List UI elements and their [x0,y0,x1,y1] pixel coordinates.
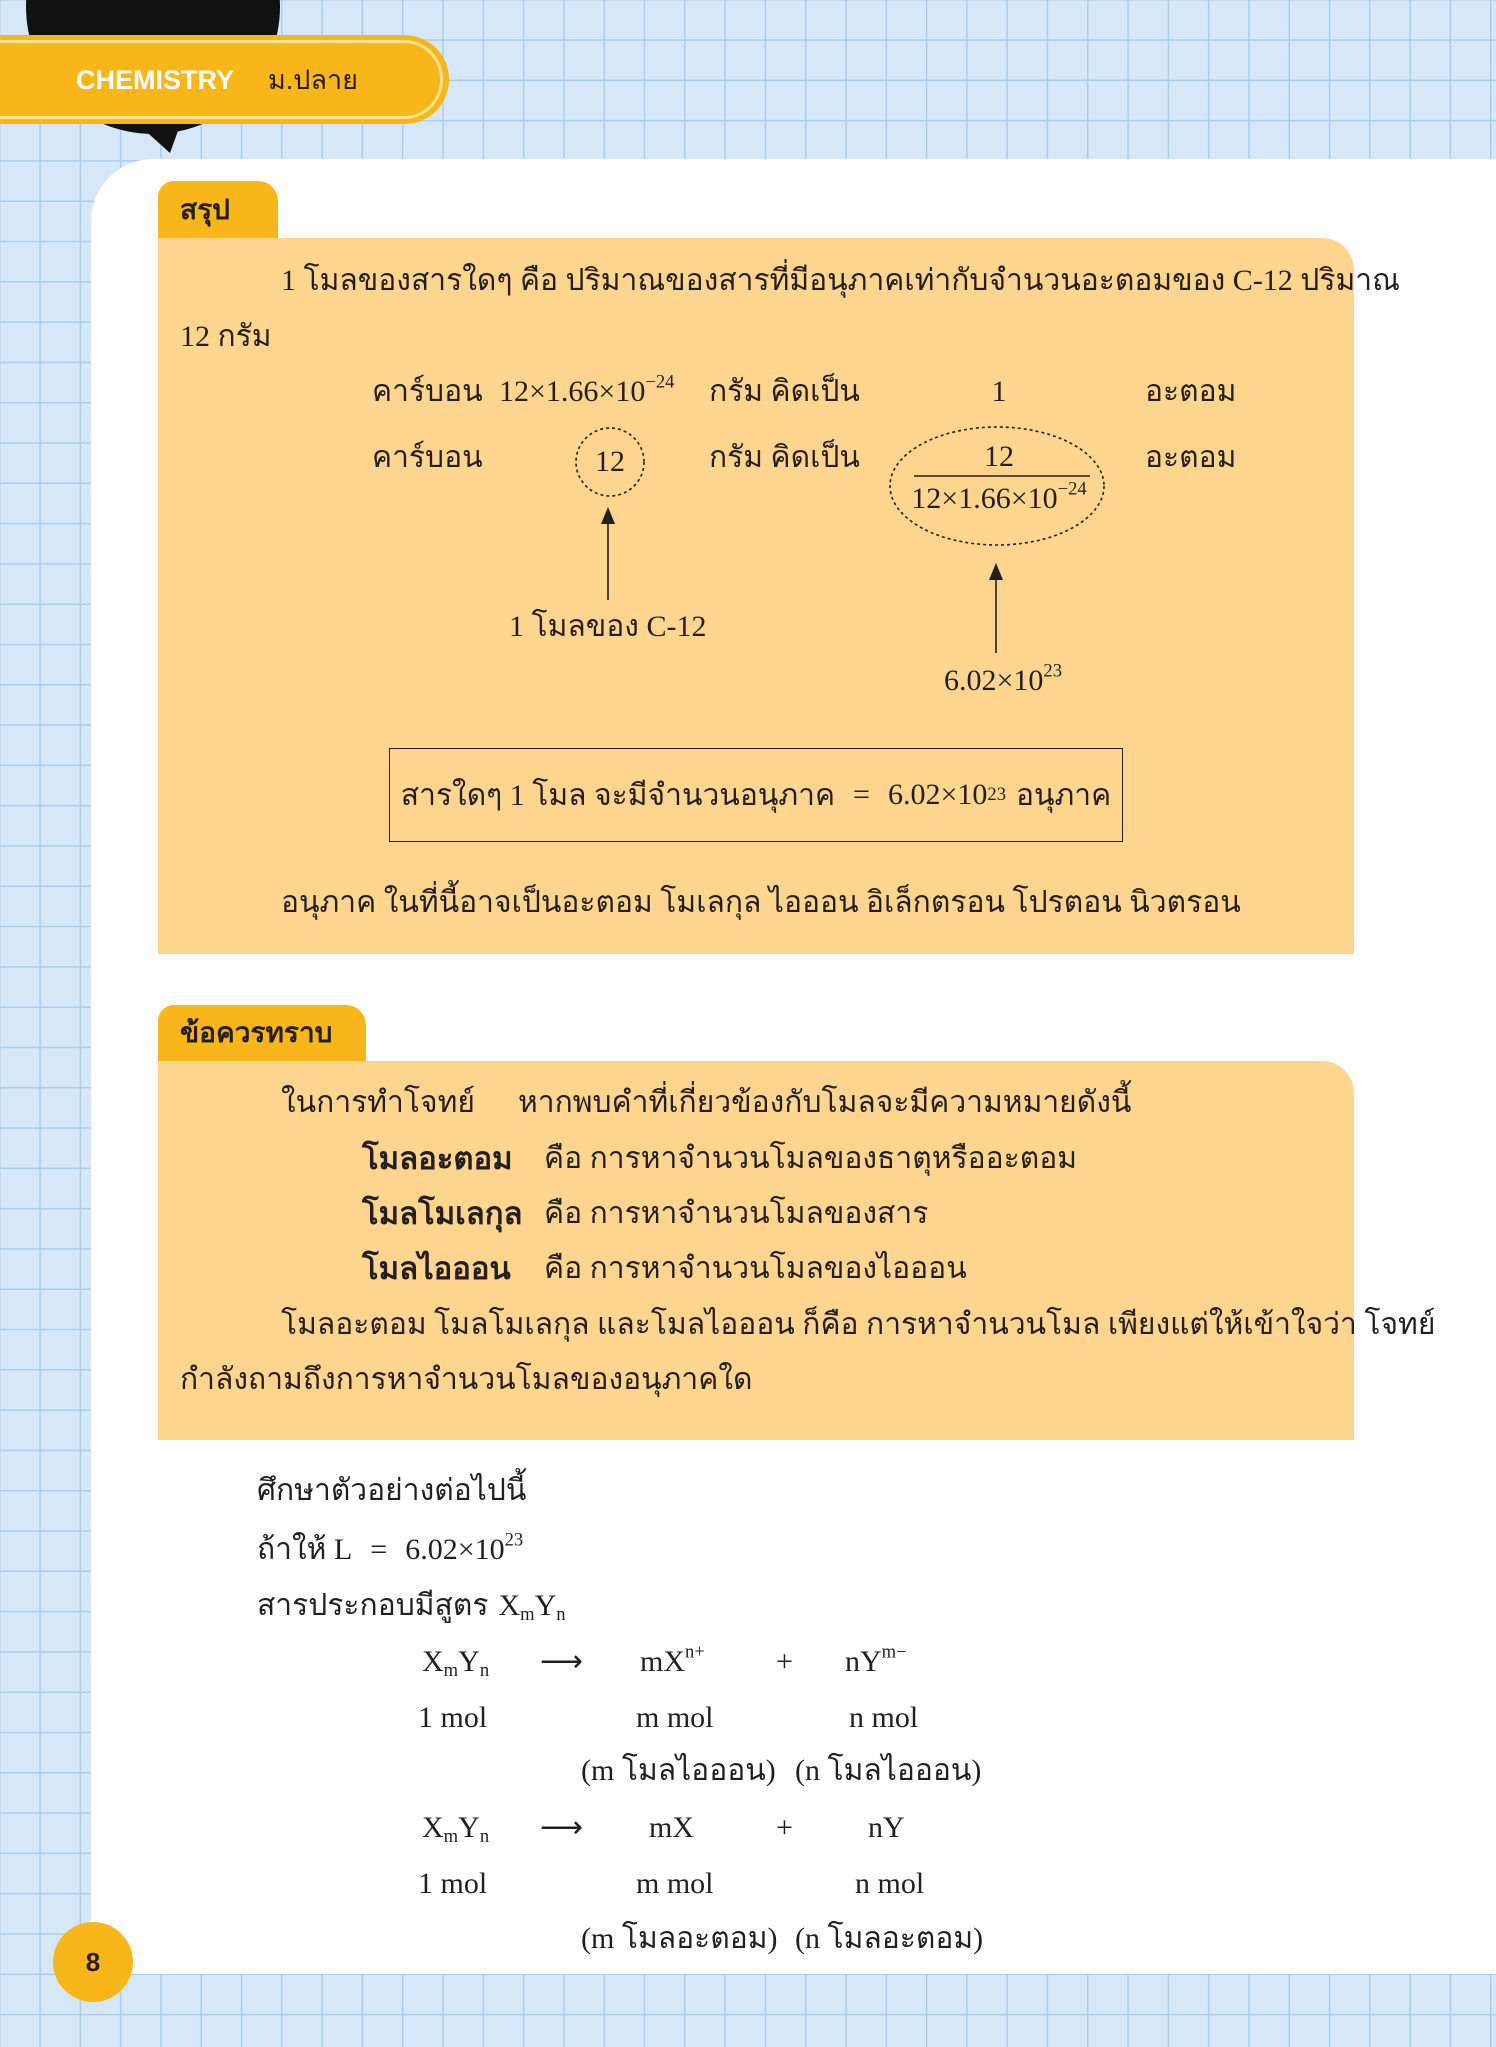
formula-b: Y [534,1589,557,1622]
row-2-denominator-base: 12×1.66×10 [911,482,1058,515]
given-value: 6.02×10 [405,1533,505,1566]
reaction-1-reactant [422,1640,489,1684]
reactant-b-sub: n [479,1660,490,1682]
row-1-relation: กรัม คิดเป็น [709,375,860,408]
term-molecule-mole: โมลโมเลกุล [362,1196,523,1231]
reaction-2-amount-reactant: 1 mol [418,1867,488,1900]
mass-annotation: 1 โมลของ C-12 [509,610,707,643]
notes-closing-line-1: โมลอะตอม โมลโมเลกุล และโมลไอออน ก็คือ การหาจำนวนโมล เพียงแต่ให้เข้าใจว่า โจทย์ [281,1308,1436,1341]
row-2-count-unit: อะตอม [1145,441,1237,474]
reactant-a-sub: m [443,1826,459,1848]
term-atom-mole: โมลอะตอม [362,1141,513,1176]
example-heading: ศึกษาตัวอย่างต่อไปนี้ [257,1474,527,1507]
summary-tab: สรุป [158,181,278,238]
formula-a-sub: m [520,1604,535,1626]
reactant-a: X [422,1645,444,1678]
summary-intro-line-1: 1 โมลของสารใดๆ คือ ปริมาณของสารที่มีอนุภาคเท่ากับจำนวนอะตอมของ C-12 ปริมาณ [281,264,1400,297]
notes-tab: ข้อควรทราบ [158,1005,366,1061]
reaction-2-label-product-1: (m โมลอะตอม) [581,1922,778,1955]
count-annotation [944,659,1062,703]
reactant-a-sub: m [443,1660,459,1682]
reaction-2-amount-product-2: n mol [855,1867,925,1900]
key-statement-value: 6.02×10 [887,778,988,811]
reaction-1-arrow-icon: ⟶ [540,1644,584,1679]
reactant-b: Y [458,1645,480,1678]
reactant-a: X [422,1811,444,1844]
reaction-1-amount-reactant: 1 mol [418,1701,488,1734]
subject-label: CHEMISTRY [76,65,235,95]
product-1-charge: n+ [685,1641,705,1663]
reaction-1-amount-product-2: n mol [849,1701,919,1734]
row-1-count-unit: อะตอม [1145,375,1237,408]
reactant-b: Y [458,1811,480,1844]
row-2-relation: กรัม คิดเป็น [709,441,860,474]
notes-closing-line-2: กำลังถามถึงการหาจำนวนโมลของอนุภาคใด [180,1363,753,1396]
count-annotation-exponent: 23 [1043,660,1063,682]
key-statement-unit: อนุภาค [1015,778,1112,812]
row-1-mass [499,370,674,414]
row-1-count: 1 [991,375,1007,408]
reaction-1-label-product-1: (m โมลไอออน) [581,1754,776,1787]
product-2-charge: m− [881,1641,907,1663]
term-atom-mole-definition: คือ การหาจำนวนโมลของธาตุหรืออะตอม [544,1142,1078,1175]
formula-a: X [498,1589,521,1622]
notes-intro-lead: ในการทำโจทย์ [281,1086,475,1119]
particle-note: อนุภาค ในที่นี้อาจเป็นอะตอม โมเลกุล ไอออน อิเล็กตรอน โปรตอน นิวตรอน [281,886,1241,919]
row-1-mass-exponent: −24 [645,371,675,393]
given-text: ถ้าให้ L [257,1533,353,1566]
reaction-2-arrow-icon: ⟶ [540,1810,584,1845]
summary-panel [158,238,1400,954]
row-1-mass-base: 12×1.66×10 [499,375,646,408]
page-number: 8 [53,1922,133,2002]
term-ion-mole-definition: คือ การหาจำนวนโมลของไอออน [544,1252,967,1285]
term-ion-mole: โมลไอออน [362,1251,511,1286]
reaction-2-plus: + [776,1811,793,1844]
reaction-1-label-product-2: (n โมลไอออน) [795,1754,982,1787]
reaction-2-amount-product-1: m mol [636,1867,714,1900]
reaction-1-product-2 [845,1640,907,1684]
given-equals: = [370,1533,388,1566]
formula-b-sub: n [556,1604,566,1626]
reaction-1-product-1 [640,1640,705,1684]
formula-text: สารประกอบมีสูตร [257,1589,489,1622]
reactant-b-sub: n [479,1826,490,1848]
example-formula [257,1584,566,1628]
key-statement-text: สารใดๆ 1 โมล จะมีจำนวนอนุภาค [400,778,836,812]
product-2-formula: nY [845,1645,882,1678]
key-statement-box: สารใดๆ 1 โมล จะมีจำนวนอนุภาค = 6.02×10 23 อนุภาค [389,748,1123,842]
reaction-1-amount-product-1: m mol [636,1701,714,1734]
example-given [257,1528,523,1572]
product-1-formula: mX [640,1645,685,1678]
row-2-mass: 12 [595,445,625,478]
level-label: ม.ปลาย [268,65,358,95]
reaction-2-label-product-2: (n โมลอะตอม) [795,1922,984,1955]
notes-intro-rest: หากพบคำที่เกี่ยวข้องกับโมลจะมีความหมายดังนี้ [518,1086,1132,1119]
reaction-2-product-1: mX [649,1811,694,1844]
row-1-substance: คาร์บอน [372,375,483,408]
key-statement-equals: = [853,778,870,811]
reaction-1-plus: + [776,1645,793,1678]
count-annotation-base: 6.02×10 [944,664,1044,697]
row-2-count-numerator: 12 [984,440,1014,473]
row-2-count-denominator [879,478,1119,517]
given-exponent: 23 [504,1529,524,1551]
reaction-2-product-2: nY [868,1811,905,1844]
summary-intro-line-2: 12 กรัม [180,320,272,353]
term-molecule-mole-definition: คือ การหาจำนวนโมลของสาร [544,1197,929,1230]
row-2-substance: คาร์บอน [372,441,483,474]
reaction-2-reactant [422,1806,489,1850]
row-2-denominator-exponent: −24 [1057,478,1087,500]
